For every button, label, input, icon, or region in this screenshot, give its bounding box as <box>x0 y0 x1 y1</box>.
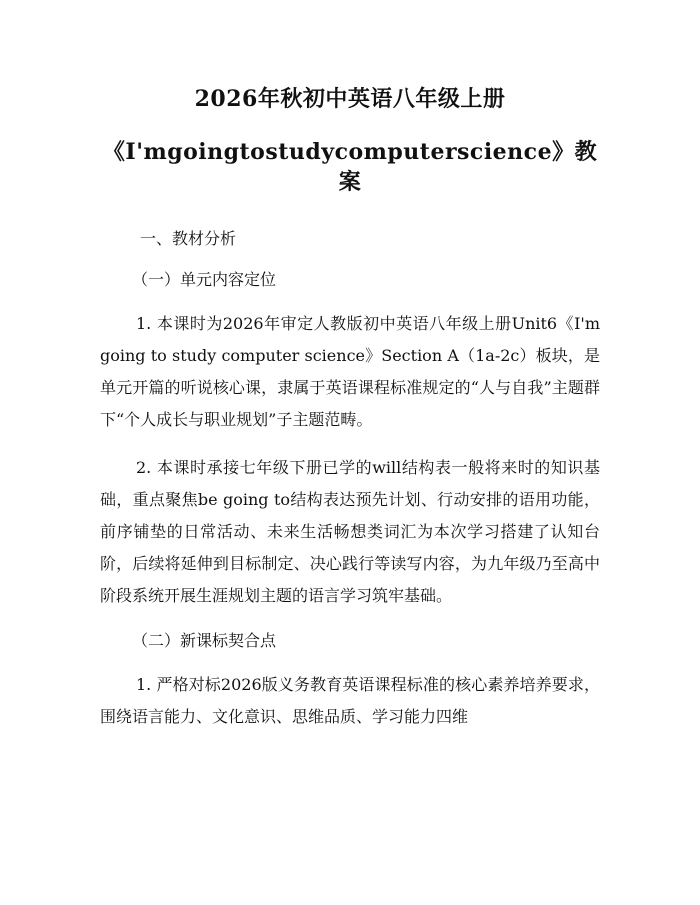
document-title-line2: 《I'mgoingtostudycomputerscience》教案 <box>102 139 598 195</box>
paragraph-2: 2. 本课时承接七年级下册已学的will结构表一般将来时的知识基础，重点聚焦be going to结构表达预先计划、行动安排的语用功能，前序铺垫的日常活动、未来生活畅想类词汇为本次学习搭建了认知台阶，后续将延伸到目标制定、决心践行等读写内容，为九年级乃至高中阶段系统开展生涯规划主题的语言学习筑牢基础。 <box>100 458 600 605</box>
subsection-heading-curriculum-fit: （二）新课标契合点 <box>132 631 277 650</box>
document-title-line1: 2026年秋初中英语八年级上册 <box>194 86 506 112</box>
paragraph-1: 1. 本课时为2026年审定人教版初中英语八年级上册Unit6《I'm going to study computer science》Section A（1a-2c）板块，是单元开篇的听说核心课，隶属于英语课程标准规定的“人与自我”主题群下“个人成长与职业规划”子主题范畴。 <box>100 314 600 429</box>
subsection-heading-unit-positioning: （一）单元内容定位 <box>132 270 277 289</box>
paragraph-3: 1. 严格对标2026版义务教育英语课程标准的核心素养培养要求，围绕语言能力、文化意识、思维品质、学习能力四维 <box>100 675 600 726</box>
section-heading-textbook-analysis: 一、教材分析 <box>140 229 237 248</box>
